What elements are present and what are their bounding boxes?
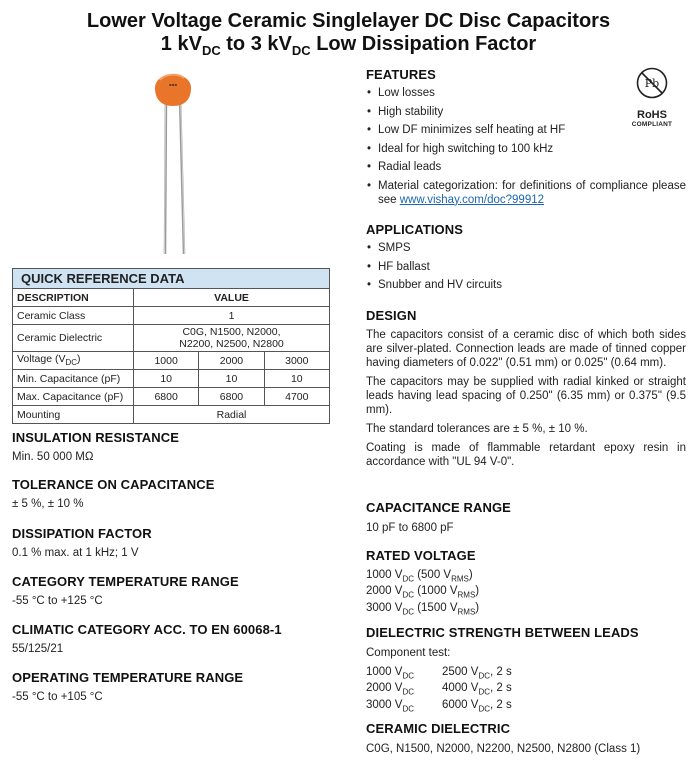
list-item: • Low DF minimizes self heating at HF bbox=[366, 123, 611, 137]
row-label: Max. Capacitance (pF) bbox=[13, 388, 134, 406]
strength-text: 2000 V bbox=[366, 682, 403, 695]
row-label: Min. Capacitance (pF) bbox=[13, 370, 134, 388]
strength-text: 3000 V bbox=[366, 698, 403, 711]
voltage-text: ) bbox=[468, 569, 473, 581]
section-value: Min. 50 000 MΩ bbox=[12, 451, 94, 463]
voltage-sub: RMS bbox=[457, 606, 476, 616]
applications-list bbox=[366, 241, 686, 292]
voltage-text: ) bbox=[475, 585, 480, 598]
rated-voltage-list bbox=[366, 569, 686, 618]
value-line: C0G, N1500, N2000, bbox=[182, 326, 281, 338]
section-value: 10 pF to 6800 pF bbox=[366, 522, 454, 534]
section-heading: FEATURES bbox=[366, 67, 436, 82]
table-row bbox=[13, 370, 330, 388]
row-label bbox=[13, 352, 134, 370]
strength-test bbox=[442, 682, 512, 698]
strength-sub: DC bbox=[402, 671, 415, 681]
svg-text:▪▪▪: ▪▪▪ bbox=[168, 82, 178, 87]
section-heading: CATEGORY TEMPERATURE RANGE bbox=[12, 574, 239, 589]
insulation-section bbox=[12, 430, 179, 464]
col-description: DESCRIPTION bbox=[13, 289, 134, 307]
cell: 6800 bbox=[199, 388, 264, 406]
col-value: VALUE bbox=[134, 289, 330, 307]
section-heading: DESIGN bbox=[366, 308, 417, 323]
rohs-label: RoHS bbox=[637, 109, 667, 121]
cell: 10 bbox=[264, 370, 329, 388]
section-heading: INSULATION RESISTANCE bbox=[12, 430, 180, 445]
page-subtitle bbox=[0, 33, 697, 58]
cell: 10 bbox=[199, 370, 264, 388]
strength-text: , 2 s bbox=[490, 666, 512, 678]
design-paragraph: Coating is made of flammable retardant epoxy resin in accordance with "UL 94 V-0". bbox=[366, 442, 686, 468]
table-row bbox=[13, 307, 330, 325]
section-value: 55/125/21 bbox=[12, 643, 64, 655]
cell: 6800 bbox=[134, 388, 199, 406]
voltage-text: 2000 V bbox=[366, 585, 403, 598]
row-label: Mounting bbox=[13, 406, 134, 424]
voltage-sub: RMS bbox=[457, 590, 476, 600]
list-item: • High stability bbox=[366, 105, 611, 119]
strength-sub: DC bbox=[402, 687, 415, 697]
capacitor-image bbox=[148, 66, 198, 256]
section-value: -55 °C to +105 °C bbox=[12, 691, 103, 703]
features-list bbox=[366, 86, 611, 174]
row-label: Ceramic Dielectric bbox=[13, 325, 134, 352]
voltage-sub: DC bbox=[402, 590, 415, 600]
strength-text: 2500 V bbox=[442, 666, 479, 678]
list-item: • Radial leads bbox=[366, 160, 611, 174]
svg-text:Pb: Pb bbox=[644, 77, 660, 90]
label-sub: DC bbox=[65, 358, 78, 368]
voltage-text: 1000 V bbox=[366, 569, 403, 581]
cell: 3000 bbox=[264, 352, 329, 370]
strength-rated bbox=[366, 682, 442, 698]
quick-reference-table bbox=[12, 268, 330, 424]
list-item: • SMPS bbox=[366, 241, 686, 255]
voltage-sub: RMS bbox=[451, 574, 469, 584]
strength-text: , 2 s bbox=[490, 698, 512, 711]
section-intro: Component test: bbox=[366, 647, 451, 659]
voltage-text: (500 V bbox=[414, 569, 452, 581]
list-item: • HF ballast bbox=[366, 260, 686, 274]
strength-sub: DC bbox=[478, 687, 491, 697]
subtitle-part: to 3 kV bbox=[220, 33, 292, 55]
strength-row bbox=[366, 682, 686, 698]
strength-text: 1000 V bbox=[366, 666, 403, 678]
strength-sub: DC bbox=[478, 671, 491, 681]
strength-row bbox=[366, 666, 686, 682]
row-label: Ceramic Class bbox=[13, 307, 134, 325]
section-heading: CAPACITANCE RANGE bbox=[366, 500, 511, 515]
row-value: Radial bbox=[134, 406, 330, 424]
climatic-section bbox=[12, 622, 282, 656]
voltage-text: (1000 V bbox=[414, 585, 458, 598]
section-heading: TOLERANCE ON CAPACITANCE bbox=[12, 477, 215, 492]
section-heading: CLIMATIC CATEGORY ACC. TO EN 60068-1 bbox=[12, 622, 282, 637]
subtitle-part: 1 kV bbox=[160, 33, 202, 55]
section-value: C0G, N1500, N2000, N2200, N2500, N2800 (Class 1) bbox=[366, 743, 641, 755]
strength-sub: DC bbox=[402, 703, 415, 713]
page-title: Lower Voltage Ceramic Singlelayer DC Disc Capacitors bbox=[86, 10, 611, 32]
cell: 1000 bbox=[134, 352, 199, 370]
subtitle-part: Low Dissipation Factor bbox=[310, 33, 537, 55]
ceramic-dielectric-section bbox=[366, 721, 686, 756]
value-line: N2200, N2500, N2800 bbox=[179, 338, 284, 350]
tolerance-section bbox=[12, 477, 214, 511]
cell: 2000 bbox=[199, 352, 264, 370]
dielectric-strength-section bbox=[366, 625, 686, 715]
table-row bbox=[13, 325, 330, 352]
operating-temp-section bbox=[12, 670, 243, 704]
section-heading: APPLICATIONS bbox=[366, 222, 464, 237]
voltage-sub: DC bbox=[402, 606, 415, 616]
list-item: • Low losses bbox=[366, 86, 611, 100]
table-row bbox=[13, 352, 330, 370]
section-heading: DIELECTRIC STRENGTH BETWEEN LEADS bbox=[366, 625, 639, 640]
features-section bbox=[366, 67, 686, 211]
section-heading: OPERATING TEMPERATURE RANGE bbox=[12, 670, 244, 685]
quick-reference-section bbox=[12, 268, 342, 424]
section-heading: DISSIPATION FACTOR bbox=[12, 526, 152, 541]
subtitle-sub: DC bbox=[201, 43, 221, 58]
label-text: ) bbox=[77, 353, 81, 366]
voltage-row bbox=[366, 569, 686, 585]
section-value: ± 5 %, ± 10 % bbox=[12, 498, 84, 510]
design-paragraph: The standard tolerances are ± 5 %, ± 10 %. bbox=[366, 423, 588, 435]
voltage-text: ) bbox=[475, 601, 480, 614]
capacitance-range-section bbox=[366, 500, 686, 535]
category-temp-section bbox=[12, 574, 239, 608]
design-section bbox=[366, 308, 686, 469]
voltage-sub: DC bbox=[402, 574, 415, 584]
voltage-text: 3000 V bbox=[366, 601, 403, 614]
strength-test bbox=[442, 699, 512, 715]
list-item: • Snubber and HV circuits bbox=[366, 278, 686, 292]
section-heading: CERAMIC DIELECTRIC bbox=[366, 721, 511, 736]
strength-row bbox=[366, 699, 686, 715]
table-heading: QUICK REFERENCE DATA bbox=[13, 269, 330, 289]
label-text: Voltage (V bbox=[17, 353, 66, 366]
strength-text: 6000 V bbox=[442, 698, 479, 711]
section-value: -55 °C to +125 °C bbox=[12, 595, 103, 607]
row-value: 1 bbox=[134, 307, 330, 325]
rohs-compliant: COMPLIANT bbox=[631, 121, 673, 128]
design-paragraph: The capacitors may be supplied with radial kinked or straight leads having lead spacing of 0.250" (6.35 mm) or 0.375" (9.5 mm). bbox=[366, 376, 686, 416]
strength-text: 4000 V bbox=[442, 682, 479, 695]
cell: 10 bbox=[134, 370, 199, 388]
strength-rated bbox=[366, 699, 442, 715]
section-heading: RATED VOLTAGE bbox=[366, 548, 476, 563]
applications-section bbox=[366, 222, 686, 297]
strength-sub: DC bbox=[478, 703, 491, 713]
rated-voltage-section bbox=[366, 548, 686, 618]
strength-test bbox=[442, 666, 512, 682]
list-item bbox=[366, 179, 686, 207]
compliance-link[interactable]: www.vishay.com/doc?99912 bbox=[399, 193, 544, 206]
features-list-cont bbox=[366, 179, 686, 207]
table-row bbox=[13, 406, 330, 424]
design-paragraph: The capacitors consist of a ceramic disc of which both sides are silver-plated. Connection leads are made of tinned copper having diameters of 0.022" (0.51 mm) or 0.025" (0.64 mm). bbox=[366, 329, 686, 369]
strength-text: , 2 s bbox=[490, 682, 512, 695]
dissipation-section bbox=[12, 526, 152, 560]
row-value bbox=[134, 325, 330, 352]
subtitle-sub: DC bbox=[291, 43, 311, 58]
material-text: Material categorization: for definitions of compliance please see bbox=[378, 179, 686, 206]
strength-rated bbox=[366, 666, 442, 682]
voltage-row bbox=[366, 602, 686, 618]
cell: 4700 bbox=[264, 388, 329, 406]
voltage-row bbox=[366, 585, 686, 601]
table-row bbox=[13, 388, 330, 406]
voltage-text: (1500 V bbox=[414, 601, 458, 614]
section-value: 0.1 % max. at 1 kHz; 1 V bbox=[12, 547, 139, 559]
list-item: • Ideal for high switching to 100 kHz bbox=[366, 142, 611, 156]
